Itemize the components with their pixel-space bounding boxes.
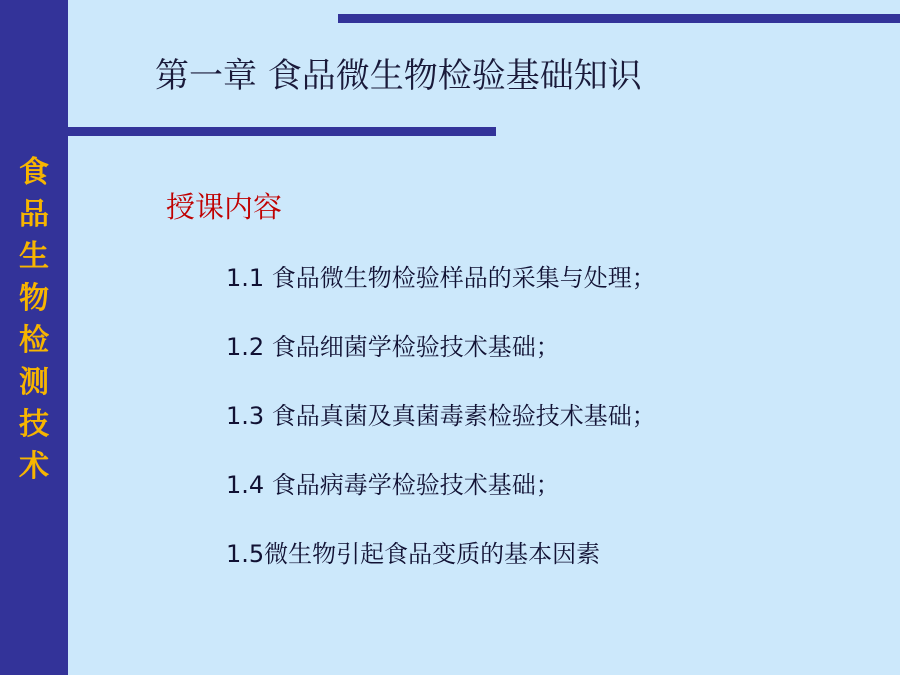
- section-heading: 授课内容: [166, 190, 283, 224]
- topic-item: 1.5微生物引起食品变质的基本因素: [226, 540, 601, 568]
- slide-title: 第一章 食品微生物检验基础知识: [155, 56, 642, 96]
- sidebar-title-char: 检: [19, 323, 49, 358]
- sidebar-title-char: 生: [19, 239, 49, 274]
- topic-item: 1.1 食品微生物检验样品的采集与处理；: [226, 264, 656, 292]
- sidebar-title-char: 技: [19, 407, 49, 442]
- sidebar-band: [0, 0, 68, 675]
- sidebar-title-char: 物: [19, 281, 49, 316]
- title-divider: [68, 127, 496, 136]
- sidebar-title-char: 术: [19, 449, 49, 484]
- top-divider: [338, 14, 900, 23]
- sidebar-course-title: [0, 152, 68, 488]
- topic-item: 1.2 食品细菌学检验技术基础；: [226, 333, 560, 361]
- sidebar-title-char: 品: [19, 197, 49, 232]
- sidebar-title-char: 测: [19, 365, 49, 400]
- topic-item: 1.4 食品病毒学检验技术基础；: [226, 471, 560, 499]
- sidebar-title-char: 食: [19, 155, 49, 190]
- topic-item: 1.3 食品真菌及真菌毒素检验技术基础；: [226, 402, 656, 430]
